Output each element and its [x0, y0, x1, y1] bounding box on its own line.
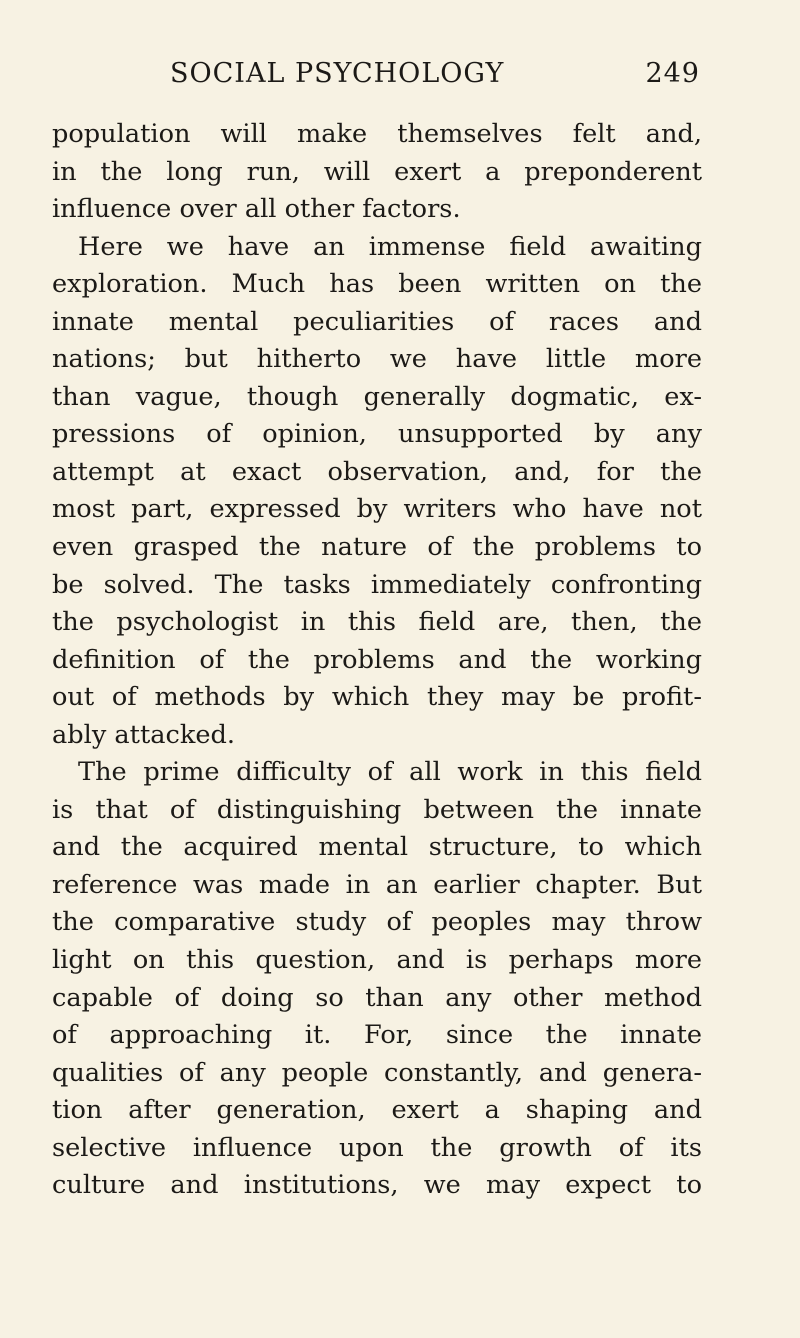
text-line: than vague, though generally dogmatic, ex-	[52, 381, 702, 412]
text-line: of approaching it. For, since the innate	[52, 1020, 702, 1051]
text-line: the psychologist in this field are, then, the	[52, 607, 702, 638]
text-line: selective influence upon the growth of its	[52, 1132, 702, 1163]
text-line: ably attacked.	[52, 719, 236, 750]
text-line: tion after generation, exert a shaping and	[52, 1095, 702, 1126]
running-head	[170, 58, 700, 98]
text-line: influence over all other factors.	[52, 194, 461, 225]
text-line: population will make themselves felt and,	[52, 119, 702, 149]
text-line: pressions of opinion, unsupported by any	[52, 419, 702, 450]
text-line: and the acquired mental structure, to which	[52, 832, 702, 863]
text-line: out of methods by which they may be profit-	[52, 682, 702, 713]
text-line: exploration. Much has been written on the	[52, 269, 702, 300]
page-number: 249	[645, 58, 700, 89]
paragraph-start-line: Here we have an immense field awaiting	[78, 231, 702, 262]
text-line: innate mental peculiarities of races and	[52, 306, 702, 337]
body-text	[52, 116, 702, 1205]
text-line: in the long run, will exert a preponderent	[52, 156, 702, 187]
running-title: SOCIAL PSYCHOLOGY	[170, 58, 505, 89]
text-line: capable of doing so than any other method	[52, 982, 702, 1013]
text-line: most part, expressed by writers who have not	[52, 494, 702, 525]
text-line: the comparative study of peoples may throw	[52, 907, 702, 938]
text-line: is that of distinguishing between the innate	[52, 794, 702, 825]
text-line: reference was made in an earlier chapter. But	[52, 869, 702, 900]
text-line: even grasped the nature of the problems to	[52, 532, 702, 563]
text-line: nations; but hitherto we have little more	[52, 344, 702, 375]
text-line: light on this question, and is perhaps more	[52, 945, 702, 976]
text-line: qualities of any people constantly, and genera-	[52, 1057, 702, 1088]
text-line: attempt at exact observation, and, for the	[52, 456, 702, 487]
text-line: culture and institutions, we may expect to	[52, 1170, 702, 1201]
text-line: be solved. The tasks immediately confronting	[52, 569, 702, 600]
paragraph-start-line: The prime difficulty of all work in this field	[78, 757, 702, 788]
text-line: definition of the problems and the working	[52, 644, 702, 675]
